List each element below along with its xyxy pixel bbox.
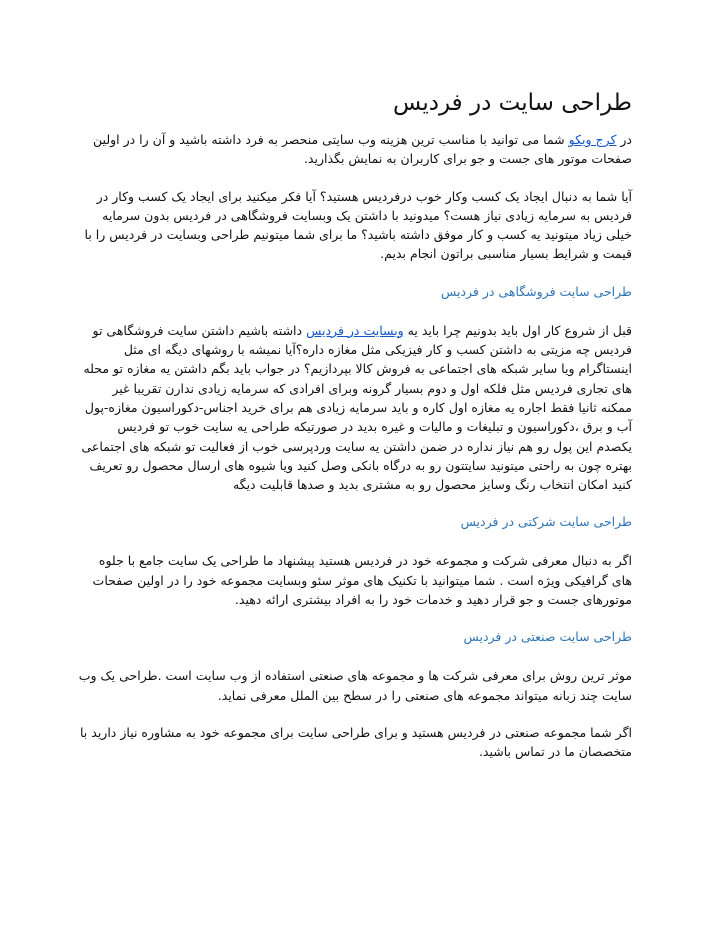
industrial-paragraph-1: موثر ترین روش برای معرفی شرکت ها و مجموعه های صنعتی استفاده از وب سایت است .طراحی یک وب سایت چند زبانه میتواند مجموعه های صنعتی را در سطح بین الملل معرفی نماید.: [78, 668, 632, 703]
section-heading-industrial: طراحی سایت صنعتی در فردیس: [463, 629, 632, 645]
store-text-before: قبل از شروع کار اول باید بدونیم چرا باید یه: [403, 322, 632, 338]
section-heading-corporate: طراحی سایت شرکتی در فردیس: [460, 514, 632, 530]
page-title: طراحی سایت در فردیس: [393, 90, 632, 116]
corporate-paragraph: اگر به دنبال معرفی شرکت و مجموعه خود در فردیس هستید پیشنهاد ما طراحی یک سایت جامع با جلوه های گرافیکی ویژه است . شما میتوانید با تکنیک های موثر سئو وبسایت مجموعه خود را در اولین صفحات موتورهای جست و جو قرار دهید و خدمات خود را به افراد بیشتری ارائه دهید.: [92, 553, 632, 608]
business-paragraph: آیا شما به دنبال ایجاد یک کسب وکار خوب درفردیس هستید؟ آیا فکر میکنید برای ایجاد یک کسب وکار در فردیس به سرمایه زیادی نیاز هست؟ میدونید با داشتن یک وبسایت فروشگاهی در فردیس بدون سرمایه خیلی زیاد میتونید یه کسب و کار موفق داشته باشید؟ ما برای شما میتونیم طراحی وبسایت در فردیس را با قیمت و شرایط بسیار مناسبی براتون انجام بدیم.: [84, 188, 632, 262]
intro-text-before: در: [616, 132, 632, 147]
store-text-after: داشته باشیم داشتن سایت فروشگاهی تو فردیس چه مزیتی به داشتن کسب و کار فیزیکی مثل مغازه داره؟آیا نمیشه با روشهای دیگه ای مثل اینستاگرام ویا سایر شبکه های اجتماعی به فروش کالا بپردازیم؟ در جواب باید بگم داشتن یه مغازه تو محله های تجاری فردیس مثل فلکه اول و دوم بسیار گرونه وبرای افرادی که سرمایه زیادی ندارن تقریبا غیر ممکنه ثانیا فقط اجاره یه مغازه اول کاره و باید سرمایه زیادی هم برای خرید اجناس-دکوراسیون مغازه-پول آب و برق ،دکوراسیون و تبلیغات و مالیات و غیره بدید در صورتیکه طراحی یه سایت خوب تو فردیس یکصدم این پول رو هم نیاز نداره در ضمن داشتن یه سایت وردپرسی خوب از فعالیت تو شبکه های اجتماعی بهتره چون به راحتی میتونید سایتتون رو به درگاه بانکی وصل کنید ویا شیوه های ارسال محصول رو تعریف کنید امکان انتخاب رنگ وسایز محصول رو به مشتری بدید و صدها قابلیت دیگه: [81, 322, 632, 493]
intro-text-after: شما می توانید با مناسب ترین هزینه وب سایتی منحصر به فرد داشته باشید و آن را در اولین صفحات موتور های جست و جو برای کاربران به نمایش بگذارید.: [93, 132, 632, 167]
industrial-paragraph-2: اگر شما مجموعه صنعتی در فردیس هستید و برای طراحی سایت برای مجموعه خود به مشاوره نیاز دارید با متخصصان ما در تماس باشید.: [80, 724, 632, 760]
store-paragraph: [78, 321, 632, 495]
section-heading-store: طراحی سایت فروشگاهی در فردیس: [441, 283, 632, 299]
karaj-vico-link[interactable]: کرج ویکو: [568, 132, 617, 147]
intro-paragraph: [78, 130, 632, 169]
website-fardis-link[interactable]: وبسایت در فردیس: [306, 322, 404, 338]
